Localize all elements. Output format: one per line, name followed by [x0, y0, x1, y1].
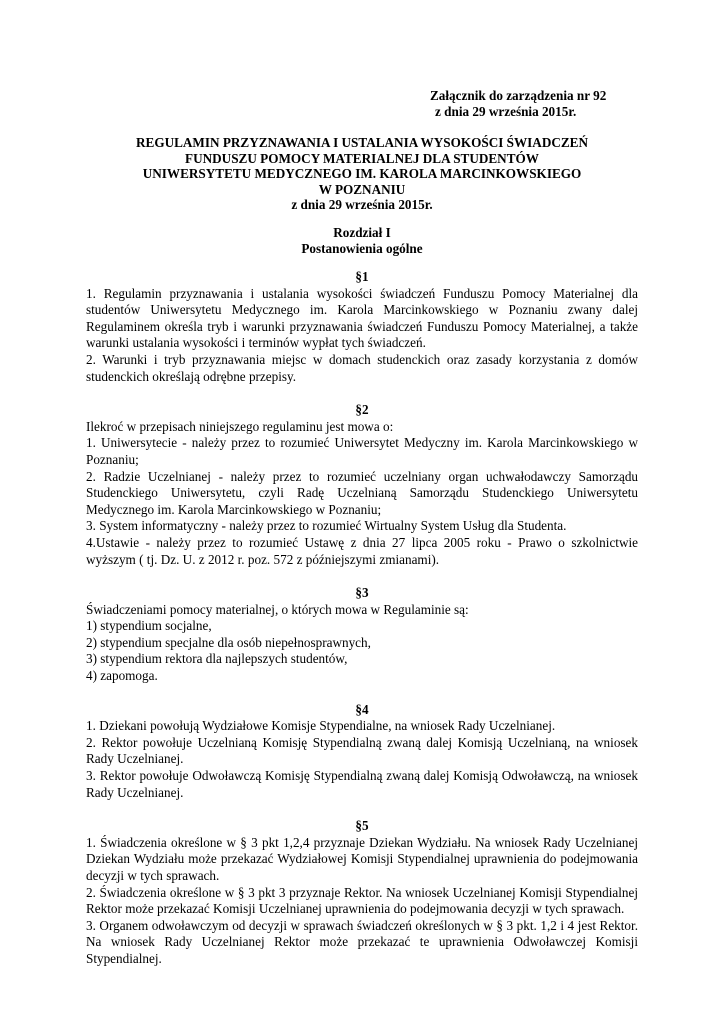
chapter-name: Postanowienia ogólne	[301, 241, 423, 256]
section-heading: §4	[355, 701, 369, 717]
paragraph: 1. Dziekani powołują Wydziałowe Komisje Stypendialne, na wniosek Rady Uczelnianej.	[86, 718, 556, 734]
paragraph: 3. Organem odwoławczym od decyzji w sprawach świadczeń określonych w § 3 pkt. 1,2 i 4 jest Rektor. Na wniosek Rady Uczelnianej Rektor może przekazać te uprawnienia Odwoławczej Komisji Stypendialnej.	[86, 917, 638, 966]
list-item: 4) zapomoga.	[86, 668, 158, 684]
title-line: FUNDUSZU POMOCY MATERIALNEJ DLA STUDENTÓW	[185, 150, 539, 166]
section-intro: Ilekroć w przepisach niniejszego regulaminu jest mowa o:	[86, 418, 394, 434]
title-line: UNIWERSYTETU MEDYCZNEGO IM. KAROLA MARCINKOWSKIEGO	[142, 166, 582, 182]
section-3	[86, 585, 638, 685]
document-body	[86, 269, 638, 985]
section-heading: §5	[355, 818, 369, 834]
section-2	[86, 402, 638, 568]
attachment-line-1: Załącznik do zarządzenia nr 92	[430, 88, 607, 103]
paragraph: 3. System informatyczny - należy przez to rozumieć Wirtualny System Usług dla Studenta.	[86, 518, 567, 534]
paragraph: 3. Rektor powołuje Odwoławczą Komisję Stypendialną zwaną dalej Komisją Odwoławczą, na wniosek Rady Uczelnianej.	[86, 768, 638, 800]
section-heading: §3	[355, 585, 369, 601]
paragraph: 1. Świadczenia określone w § 3 pkt 1,2,4 przyznaje Dziekan Wydziału. Na wniosek Rady Uczelnianej Dziekan Wydziału może przekazać Wydziałowej Komisji Stypendialnej uprawnienia do podejmowania decyzji w tych sprawach.	[86, 834, 638, 883]
section-heading: §2	[355, 402, 369, 418]
list-item: 1) stypendium socjalne,	[86, 618, 212, 634]
section-5	[86, 818, 638, 967]
paragraph: 2. Warunki i tryb przyznawania miejsc w domach studenckich oraz zasady korzystania z domów studenckich określają odrębne przepisy.	[86, 351, 638, 384]
section-intro: Świadczeniami pomocy materialnej, o których mowa w Regulaminie są:	[86, 601, 469, 617]
paragraph: 1. Uniwersytecie - należy przez to rozumieć Uniwersytet Medyczny im. Karola Marcinkowskiego w Poznaniu;	[86, 435, 638, 467]
paragraph: 2. Świadczenia określone w § 3 pkt 3 przyznaje Rektor. Na wniosek Uczelnianej Komisji Stypendialnej Rektor może przekazać Komisji Uczelnianej uprawnienia do podejmowania decyzji w tych sprawach.	[86, 884, 638, 917]
section-1	[86, 269, 638, 385]
title-line: REGULAMIN PRZYZNAWANIA I USTALANIA WYSOKOŚCI ŚWIADCZEŃ	[136, 135, 588, 150]
paragraph: 1. Regulamin przyznawania i ustalania wysokości świadczeń Funduszu Pomocy Materialnej dla studentów Uniwersytetu Medycznego im. Karola Marcinkowskiego w Poznaniu zwany dalej Regulaminem określa tryb i warunki przyznawania świadczeń Funduszu Pomocy Materialnej, a także warunki ustalania wysokości i terminów wypłat tych świadczeń.	[86, 285, 638, 351]
chapter-number: Rozdział I	[333, 225, 391, 240]
paragraph: 4.Ustawie - należy przez to rozumieć Ustawę z dnia 27 lipca 2005 roku - Prawo o szkolnictwie wyższym ( tj. Dz. U. z 2012 r. poz. 572 z późniejszymi zmianami).	[86, 534, 638, 567]
title-date: z dnia 29 września 2015r.	[291, 197, 433, 213]
section-heading: §1	[355, 269, 369, 284]
paragraph: 2. Radzie Uczelnianej - należy przez to rozumieć uczelniany organ uchwałodawczy Samorządu Studenckiego Uniwersytetu, czyli Radę Uczelnianą Samorządu Studenckiego Uniwersytetu Medycznego im. Karola Marcinkowskiego w Poznaniu;	[86, 468, 638, 517]
list-item: 2) stypendium specjalne dla osób niepełnosprawnych,	[86, 634, 371, 650]
paragraph: 2. Rektor powołuje Uczelnianą Komisję Stypendialną zwaną dalej Komisją Uczelnianą, na wniosek Rady Uczelnianej.	[86, 734, 638, 767]
document-title	[86, 135, 638, 213]
attachment-line-2: z dnia 29 września 2015r.	[435, 103, 577, 119]
section-4	[86, 702, 638, 802]
chapter-heading	[86, 225, 638, 257]
list-item: 3) stypendium rektora dla najlepszych studentów,	[86, 651, 348, 667]
title-line: W POZNANIU	[318, 181, 406, 197]
attachment-note	[430, 88, 630, 119]
